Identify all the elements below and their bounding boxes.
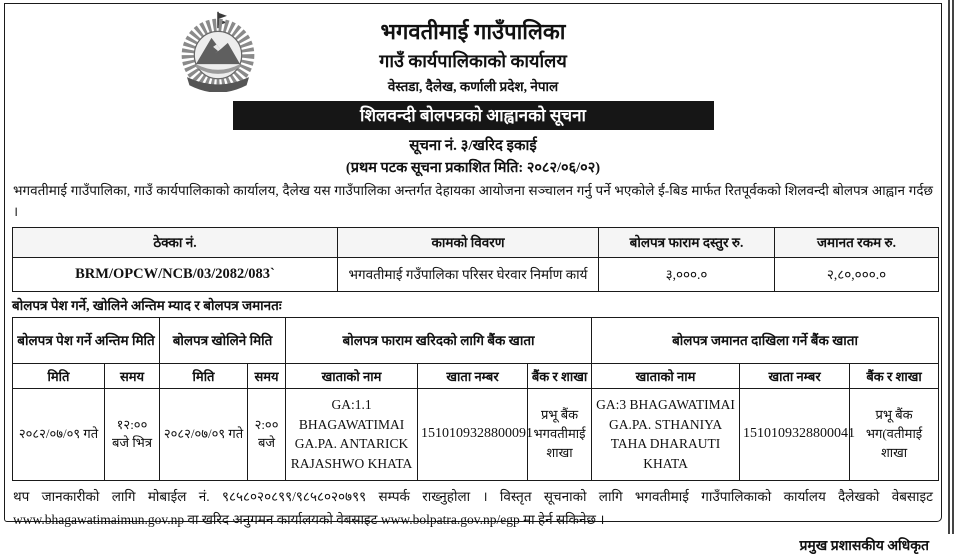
schedule-table-caption: बोलपत्र पेश गर्ने, खोलिने अन्तिम म्याद र बोलपत्र जमानतः — [12, 297, 282, 313]
notice-document — [4, 3, 942, 554]
group-header-deposit-bank-account: बोलपत्र जमानत दाखिला गर्ने बैंक खाता — [592, 317, 939, 363]
opening-time-cell: २:०० बजे — [248, 388, 286, 480]
col-header-deposit-amount: जमानत रकम रु. — [775, 227, 939, 257]
office-address: वेस्तडा, दैलेख, कर्णाली प्रदेश, नेपाल — [387, 79, 559, 94]
intro-paragraph: भगवतीमाई गाउँपालिका, गाउँ कार्यपालिकाको कार्यालय, दैलेख यस गाउँपालिका अन्तर्गत देहायका आयोजना सञ्चालन गर्नु पर्ने भएकोले ई-बिड मार्फत रितपूर्वकको शिलवन्दी बोलपत्र आह्वान गर्दछ । — [13, 183, 933, 219]
document-header — [11, 8, 935, 177]
purchase-bank-branch-cell: प्रभू बैंक भगवतीमाई शाखा — [528, 388, 592, 480]
notice-banner-title: शिलवन्दी बोलपत्रको आह्वानको सूचना — [233, 101, 714, 130]
sub-header-purchase-account-name: खाताको नाम — [286, 363, 418, 388]
opening-date-cell: २०८२/०७/०९ गते — [160, 388, 248, 480]
scan-edge-line — [952, 0, 954, 534]
schedule-data-row — [13, 388, 939, 480]
submission-time-cell: १२:०० बजे भित्र — [105, 388, 160, 480]
sub-header-deposit-account-number: खाता नम्बर — [740, 363, 850, 388]
purchase-account-number-cell: 1510109328800091 — [418, 388, 528, 480]
deposit-account-name-cell: GA:3 BHAGAWATIMAI GA.PA. STHANIYA TAHA DHARAUTI KHATA — [592, 388, 740, 480]
work-description-cell: भगवतीमाई गउँपालिका परिसर घेरवार निर्माण कार्य — [338, 257, 599, 291]
contract-table-row — [13, 257, 939, 291]
organization-name: भगवतीमाई गाउँपालिका — [380, 19, 566, 44]
footer-info-paragraph: थप जानकारीको लागि मोबाईल नं. ९८५८०२०८९९/९८५८०२०७९९ सम्पर्क राख्नुहोला । विस्तृत सूचनाको लागि भगवतीमाई गाउँपालिकाको कार्यालय दैलेखको वेबसाइट www.bhagawatimaimun.gov.np वा खरिद अनुगमन कार्यालयको वेबसाइट www.bolpatra.gov.np/egp मा हेर्न सकिनेछ । — [13, 488, 933, 527]
scan-edge-line — [948, 0, 950, 534]
publish-date-line: (प्रथम पटक सूचना प्रकाशित मिति: २०८२/०६/०२) — [345, 160, 601, 176]
deposit-bank-branch-cell: प्रभू बैंक भग(वतीमाई शाखा — [850, 388, 939, 480]
group-header-purchase-bank-account: बोलपत्र फाराम खरिदको लागि बैंक खाता — [286, 317, 592, 363]
signature-title: प्रमुख प्रशासकीय अधिकृत — [799, 538, 929, 554]
group-header-submission-deadline: बोलपत्र पेश गर्ने अन्तिम मिति — [13, 317, 160, 363]
sub-header-purchase-bank-branch: बैंक र शाखा — [528, 363, 592, 388]
tender-number-cell: BRM/OPCW/NCB/03/2082/083` — [13, 257, 338, 291]
col-header-tender-no: ठेक्का नं. — [13, 227, 338, 257]
sub-header-opening-date: मिति — [160, 363, 248, 388]
submission-date-cell: २०८२/०७/०९ गते — [13, 388, 105, 480]
schedule-group-header-row — [13, 317, 939, 363]
schedule-table — [12, 317, 939, 481]
sub-header-deposit-account-name: खाताको नाम — [592, 363, 740, 388]
sub-header-deposit-bank-branch: बैंक र शाखा — [850, 363, 939, 388]
notice-number: सूचना नं. ३/खरिद इकाई — [409, 138, 537, 154]
form-fee-cell: ३,०००.० — [599, 257, 775, 291]
sub-header-opening-time: समय — [248, 363, 286, 388]
contract-table-header-row — [13, 227, 939, 257]
col-header-work-description: कामको विवरण — [338, 227, 599, 257]
deposit-account-number-cell: 1510109328800041 — [740, 388, 850, 480]
deposit-amount-cell: २,८०,०००.० — [775, 257, 939, 291]
purchase-account-name-cell: GA:1.1 BHAGAWATIMAI GA.PA. ANTARICK RAJASHWO KHATA — [286, 388, 418, 480]
sub-header-submission-date: मिति — [13, 363, 105, 388]
sub-header-purchase-account-number: खाता नम्बर — [418, 363, 528, 388]
contract-table — [12, 227, 939, 292]
sub-header-submission-time: समय — [105, 363, 160, 388]
office-name: गाउँ कार्यपालिकाको कार्यालय — [379, 51, 567, 71]
schedule-sub-header-row — [13, 363, 939, 388]
group-header-opening-date: बोलपत्र खोलिने मिति — [160, 317, 286, 363]
municipality-emblem-icon — [169, 10, 267, 92]
col-header-form-fee: बोलपत्र फाराम दस्तुर रु. — [599, 227, 775, 257]
